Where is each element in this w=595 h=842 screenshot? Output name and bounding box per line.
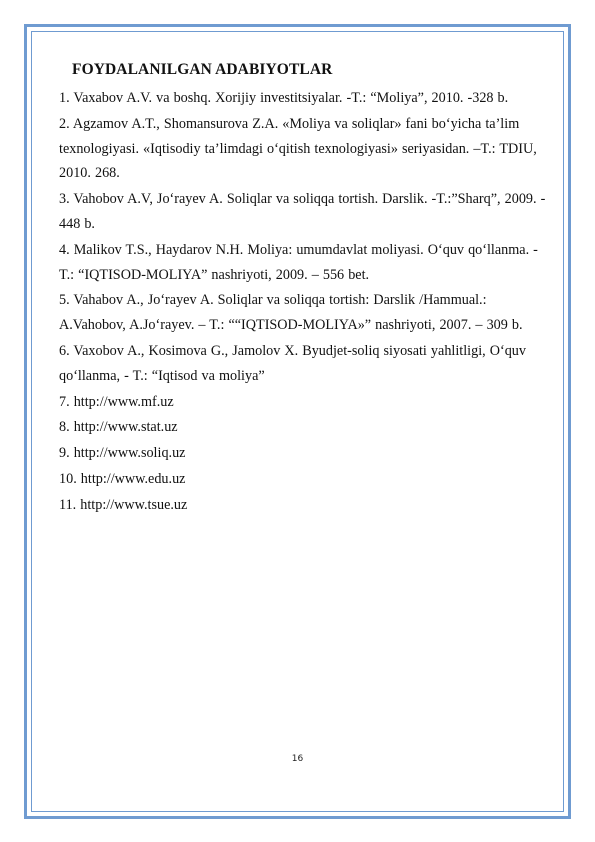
reference-link: 11. http://www.tsue.uz [59, 496, 188, 513]
reference-link: 9. http://www.soliq.uz [59, 445, 186, 462]
reference-item: 4. Malikov T.S., Haydarov N.H. Moliya: umumdavlat moliyasi. O‘quv qo‘llanma. -T.: “IQTISOD-MOLIYA” nashriyoti, 2009. – 556 bet. [59, 241, 538, 283]
reference-link: 10. http://www.edu.uz [59, 470, 186, 487]
page-title: FOYDALANILGAN ADABIYOTLAR [72, 61, 333, 78]
reference-link: 7. http://www.mf.uz [59, 393, 174, 410]
document-body [59, 58, 547, 518]
reference-item: 6. Vaxobov A., Kosimova G., Jamolov X. Byudjet-soliq siyosati yahlitligi, O‘quv qo‘llanma, - T.: “Iqtisod va moliya” [59, 342, 526, 384]
reference-item: 2. Agzamov A.T., Shomansurova Z.A. «Moliya va soliqlar» fani bo‘yicha ta’lim texnologiyasi. «Iqtisodiy ta’limdagi o‘qitish texnologiyasi» seriyasidan. –T.: TDIU, 2010. 268. [59, 115, 537, 182]
reference-item: 1. Vaxabov A.V. va boshq. Xorijiy investitsiyalar. -T.: “Moliya”, 2010. -328 b. [59, 90, 509, 106]
reference-item: 5. Vahabov A., Jo‘rayev A. Soliqlar va soliqqa tortish: Darslik /Hammual.: A.Vahobov, A.Jo‘rayev. – T.: ““IQTISOD-MOLIYA»” nashriyoti, 2007. – 309 b. [59, 292, 523, 334]
reference-item: 3. Vahobov A.V, Jo‘rayev A. Soliqlar va soliqqa tortish. Darslik. -T.:”Sharq”, 2009. - 448 b. [59, 191, 546, 232]
page-number: 16 [291, 754, 304, 764]
reference-link: 8. http://www.stat.uz [59, 419, 178, 436]
